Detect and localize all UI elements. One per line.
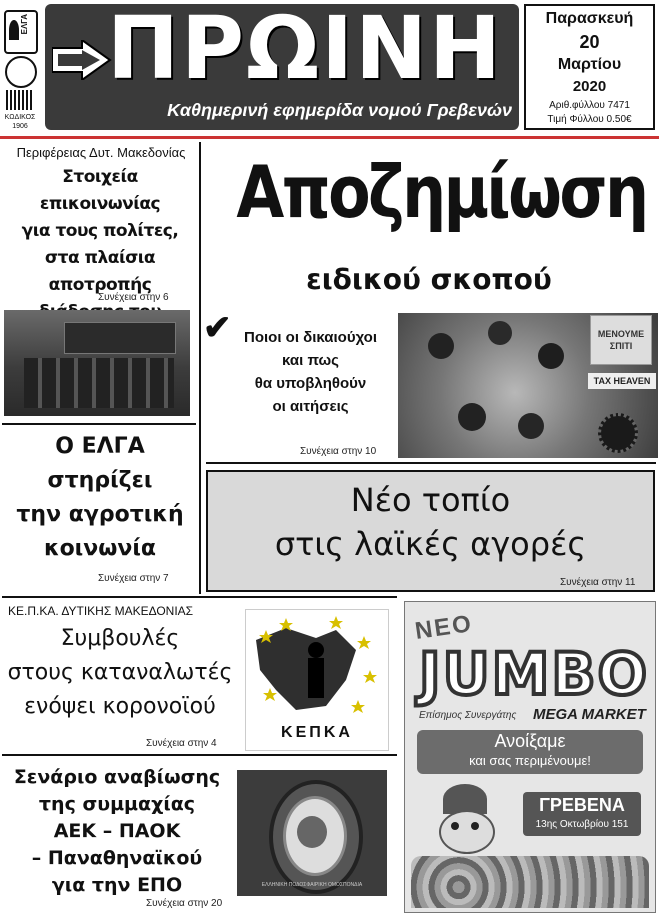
story3-line: στους καταναλωτές [7, 660, 233, 685]
regional-building-photo [4, 310, 190, 416]
ad-brand: JUMBO [419, 640, 649, 708]
lead-summary-line: οι αιτήσεις [272, 398, 349, 415]
story4-line: για την ΕΠΟ [51, 874, 183, 896]
newspaper-subtitle: Καθημερινή εφημερίδα νομού Γρεβενών [167, 100, 512, 120]
lead-summary [228, 326, 393, 418]
story1-kicker: Περιφέρειας Δυτ. Μακεδονίας [16, 145, 186, 160]
elga-logo-text: ΕΛΓΑ [20, 14, 29, 35]
issue-price: Τιμή Φύλλου 0.50€ [547, 114, 632, 125]
code-number: 1906 [12, 123, 28, 130]
story2-line: στηρίζει [47, 468, 153, 493]
ad-address: 13ης Οκτωβρίου 151 [535, 819, 629, 830]
story4-line: Σενάριο αναβίωσης [13, 766, 221, 788]
story1-line: για τους πολίτες, [21, 221, 179, 241]
date-year: 2020 [572, 78, 607, 95]
ad-open-line1: Ανοίξαμε [494, 731, 566, 751]
ad-neo-label: ΝΕΟ [413, 610, 475, 645]
epo-logo-text: ΕΛΛΗΝΙΚΗ ΠΟΔΟΣΦΑΙΡΙΚΗ ΟΜΟΣΠΟΝΔΙΑ [261, 882, 363, 888]
date-box [524, 4, 655, 130]
stay-home-badge: ΜΕΝΟΥΜΕ ΣΠΙΤΙ [590, 315, 652, 365]
lead-headline[interactable]: Αποζημίωση [236, 150, 647, 234]
toys-pile [411, 856, 649, 908]
ad-city-sign [523, 792, 641, 836]
ad-market: MEGA MARKET [533, 706, 646, 723]
markets-line: Νέο τοπίο [350, 481, 511, 519]
story3-continued[interactable]: Συνέχεια στην 4 [146, 738, 217, 749]
story4-line: – Παναθηναϊκού [31, 847, 203, 869]
lead-summary-line: και πως [282, 352, 339, 369]
barcode-icon [6, 90, 32, 110]
lead-divider [206, 462, 656, 464]
epo-logo-photo [237, 770, 387, 896]
kepka-label: ΚΕΠΚΑ [281, 724, 353, 741]
check-icon: ✔ [203, 309, 232, 347]
story1-line: Στοιχεία επικοινωνίας [39, 167, 161, 214]
jumbo-ad[interactable] [404, 601, 656, 913]
kepka-logo [245, 609, 389, 751]
lead-summary-line: Ποιοι οι δικαιούχοι [244, 329, 377, 346]
markets-line: στις λαϊκές αγορές [274, 525, 587, 563]
ad-open-banner [417, 730, 643, 774]
story2-line: την αγροτική [16, 502, 184, 527]
story3-divider [2, 754, 397, 756]
lead-continued[interactable]: Συνέχεια στην 10 [300, 446, 377, 457]
ad-partner: Επίσημος Συνεργάτης [419, 710, 517, 721]
story1-divider [2, 423, 196, 425]
newspaper-title[interactable]: ΠΡΩΙΝΗ [106, 0, 504, 99]
story2-continued[interactable]: Συνέχεια στην 7 [98, 573, 169, 584]
elga-logo [4, 10, 38, 54]
issue-number: Αριθ.φύλλου 7471 [549, 100, 630, 111]
story3-line: ενόψει κορονοϊού [24, 694, 216, 719]
date-number: 20 [579, 32, 600, 52]
story4-line: ΑΕΚ – ΠΑΟΚ [53, 820, 181, 842]
ad-open-line2: και σας περιμένουμε! [469, 753, 591, 768]
story4-line: της συμμαχίας [38, 793, 196, 815]
section-divider [2, 596, 397, 598]
left-logo-column [0, 4, 40, 132]
story3-headline[interactable] [0, 622, 240, 724]
story3-kicker: ΚΕ.Π.ΚΑ. ΔΥΤΙΚΗΣ ΜΑΚΕΔΟΝΙΑΣ [8, 604, 194, 618]
markets-box[interactable] [206, 470, 655, 592]
kepka-emblem [246, 610, 388, 722]
ad-city: ΓΡΕΒΕΝΑ [539, 795, 625, 815]
markets-headline [208, 478, 653, 566]
story2-line: Ο ΕΛΓΑ [55, 434, 145, 459]
markets-continued[interactable]: Συνέχεια στην 11 [560, 577, 636, 588]
story3-line: Συμβουλές [60, 626, 180, 651]
date-day: Παρασκευή [545, 10, 634, 27]
story1-line: στα πλαίσια αποτροπής [44, 248, 156, 295]
story4-continued[interactable]: Συνέχεια στην 20 [146, 898, 223, 909]
story1-continued[interactable]: Συνέχεια στην 6 [98, 292, 169, 303]
code-label: ΚΩΔΙΚΟΣ [4, 114, 36, 121]
meeting-table-photo [398, 313, 658, 458]
story4-headline[interactable] [0, 764, 234, 899]
lead-subhead: ειδικού σκοπού [306, 263, 552, 296]
santa-mascot [429, 784, 509, 864]
date-month: Μαρτίου [557, 56, 622, 73]
story2-headline[interactable] [0, 430, 200, 566]
column-divider [199, 142, 201, 594]
lead-summary-line: θα υποβληθούν [254, 375, 367, 392]
story2-line: κοινωνία [43, 536, 157, 561]
tax-heaven-badge: TAX HEAVEN [588, 373, 656, 389]
seal-icon [5, 56, 37, 88]
